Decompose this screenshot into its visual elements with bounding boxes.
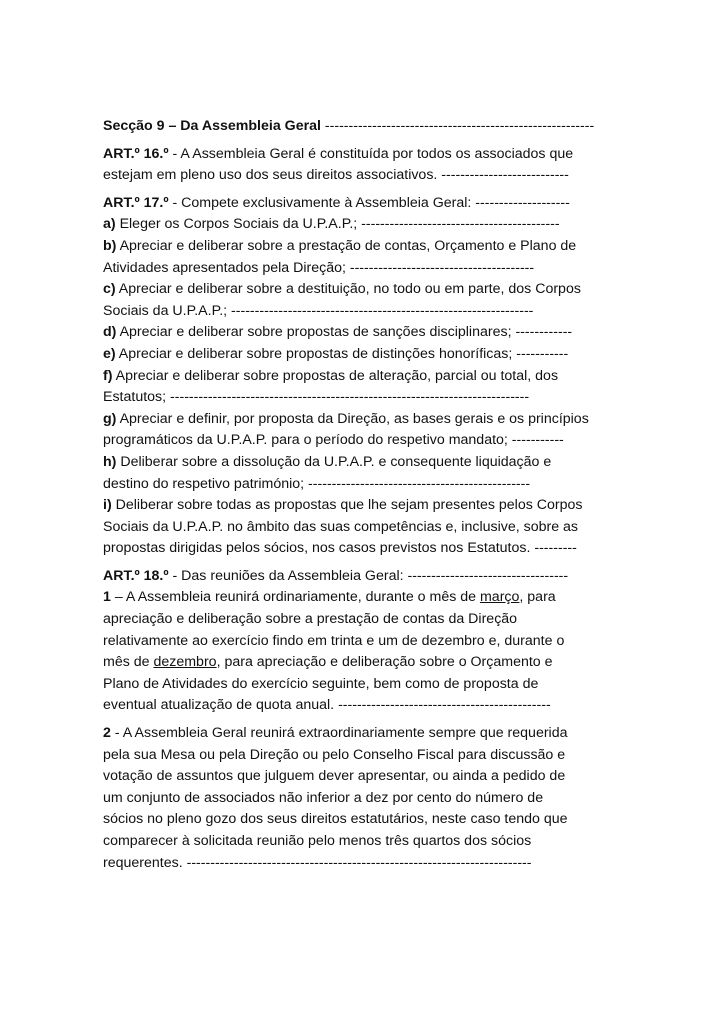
item-i-text-3: propostas dirigidas pelos sócios, nos casos previstos nos Estatutos. ---------	[103, 540, 577, 557]
item-h	[103, 452, 623, 474]
item-g	[103, 409, 623, 431]
item-f-text: Apreciar e deliberar sobre propostas de alteração, parcial ou total, dos	[112, 367, 559, 384]
item-a	[103, 214, 623, 236]
item-e-key: e)	[103, 345, 116, 362]
item-a-text: Eleger os Corpos Sociais da U.P.A.P.; ------------------------------------------	[115, 216, 560, 233]
item-b-text-2: Atividades apresentados pela Direção; ---------------------------------------	[103, 259, 535, 276]
item-i	[103, 495, 623, 517]
item-b	[103, 236, 623, 258]
article-16-label: ART.º 16.º	[103, 145, 169, 162]
item-e	[103, 344, 623, 366]
paragraph-2-key: 2	[103, 725, 111, 742]
item-d	[103, 322, 623, 344]
paragraph-1-key: 1	[103, 589, 111, 606]
section-title: Secção 9 – Da Assembleia Geral	[103, 118, 321, 134]
paragraph-1	[103, 587, 623, 609]
item-g-key: g)	[103, 410, 117, 427]
item-g-text-2: programáticos da U.P.A.P. para o período do respetivo mandato; -----------	[103, 432, 564, 449]
item-h-text: Deliberar sobre a dissolução da U.P.A.P. e consequente liquidação e	[116, 453, 552, 470]
item-b-text: Apreciar e deliberar sobre a prestação de contas, Orçamento e Plano de	[116, 237, 577, 254]
paragraph-1-text-a: – A Assembleia reunirá ordinariamente, durante o mês de	[110, 589, 480, 606]
section-dashes: ---------------------------------------------------------	[324, 118, 595, 134]
article-18-label: ART.º 18.º	[103, 567, 169, 584]
paragraph-2-text-2: pela sua Mesa ou pela Direção ou pelo Conselho Fiscal para discussão e	[103, 746, 566, 763]
paragraph-1-text-b: , para	[519, 589, 556, 606]
paragraph-1-text-4b: , para apreciação e deliberação sobre o Orçamento e	[216, 654, 553, 671]
article-16-text-2: estejam em pleno uso dos seus direitos associativos. ---------------------------	[103, 167, 569, 184]
article-17	[103, 193, 623, 560]
article-16	[103, 144, 623, 187]
article-17-intro: - Compete exclusivamente à Assembleia Geral: --------------------	[168, 194, 570, 211]
section-heading	[103, 116, 623, 138]
month-dezembro: dezembro	[153, 654, 217, 671]
paragraph-2-text-7: requerentes. -------------------------------------------------------------------------	[103, 854, 532, 871]
paragraph-1-text-2: apreciação e deliberação sobre a prestação de contas da Direção	[103, 611, 518, 628]
article-16-text: - A Assembleia Geral é constituída por todos os associados que	[168, 145, 574, 162]
item-c	[103, 279, 623, 301]
item-d-text: Apreciar e deliberar sobre propostas de sanções disciplinares; ------------	[116, 324, 573, 341]
article-17-label: ART.º 17.º	[103, 194, 169, 211]
item-d-key: d)	[103, 324, 117, 341]
item-f	[103, 366, 623, 388]
document-page	[103, 116, 623, 880]
paragraph-1-text-3: relativamente ao exercício findo em trinta e um de dezembro e, durante o	[103, 632, 565, 649]
item-e-text: Apreciar e deliberar sobre propostas de distinções honoríficas; -----------	[115, 345, 569, 362]
item-i-key: i)	[103, 497, 112, 514]
paragraph-2-text-6: comparecer à solicitada reunião pelo menos três quartos dos sócios	[103, 833, 532, 849]
paragraph-2-text-3: votação de assuntos que julguem dever apresentar, ou ainda a pedido de	[103, 768, 566, 785]
item-c-text: Apreciar e deliberar sobre a destituição, no todo ou em parte, dos Corpos	[115, 281, 581, 298]
item-i-text-2: Sociais da U.P.A.P. no âmbito das suas competências e, inclusive, sobre as	[103, 518, 579, 535]
item-h-key: h)	[103, 453, 117, 470]
item-f-key: f)	[103, 367, 113, 384]
article-18	[103, 566, 623, 717]
item-f-text-2: Estatutos; ----------------------------------------------------------------------------	[103, 389, 530, 406]
paragraph-1-text-6: eventual atualização de quota anual. ---------------------------------------------	[103, 697, 551, 714]
paragraph-2	[103, 723, 623, 874]
paragraph-2-text-4: um conjunto de associados não inferior a dez por cento do número de	[103, 789, 544, 806]
article-18-intro: - Das reuniões da Assembleia Geral: ----------------------------------	[168, 567, 569, 584]
item-i-text: Deliberar sobre todas as propostas que lhe sejam presentes pelos Corpos	[111, 497, 583, 514]
item-a-key: a)	[103, 216, 116, 233]
item-b-key: b)	[103, 237, 117, 254]
item-g-text: Apreciar e definir, por proposta da Direção, as bases gerais e os princípios	[116, 410, 589, 427]
paragraph-1-text-5: Plano de Atividades do exercício seguinte, bem como de proposta de	[103, 675, 539, 692]
item-c-text-2: Sociais da U.P.A.P.; ----------------------------------------------------------------	[103, 302, 534, 319]
paragraph-2-text-5: sócios no pleno gozo dos seus direitos estatutários, neste caso tendo que	[103, 811, 568, 828]
paragraph-2-text: - A Assembleia Geral reunirá extraordinariamente sempre que requerida	[110, 725, 568, 742]
month-marco: março	[479, 589, 520, 606]
paragraph-1-text-4a: mês de	[103, 654, 154, 671]
item-h-text-2: destino do respetivo património; -----------------------------------------------	[103, 475, 531, 492]
item-c-key: c)	[103, 281, 116, 298]
